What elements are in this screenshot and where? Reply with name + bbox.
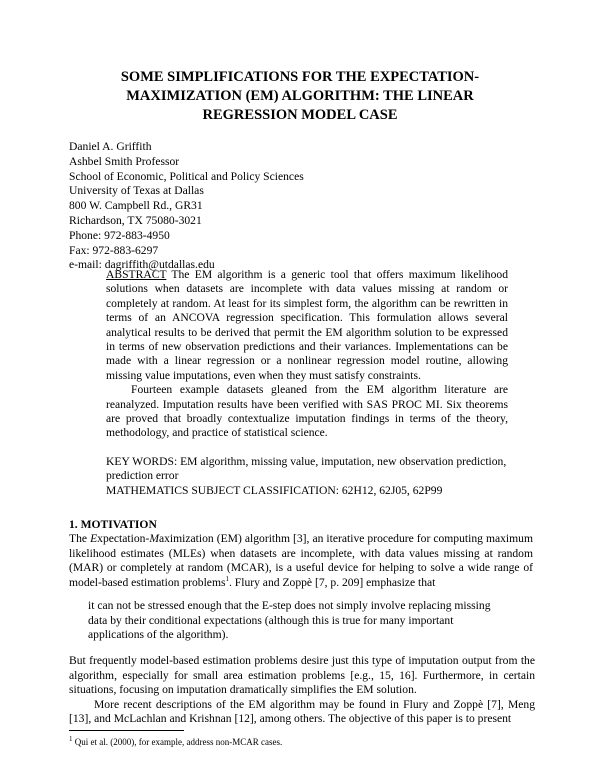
author-school: School of Economic, Political and Policy Sciences [69, 169, 304, 183]
author-name: Daniel A. Griffith [69, 140, 152, 153]
abstract-label: ABSTRACT [106, 268, 167, 281]
author-block [69, 140, 304, 273]
motivation-paragraph-1 [69, 532, 533, 590]
abstract-paragraph-1 [106, 268, 508, 383]
abstract-paragraph-2: Fourteen example datasets gleaned from the EM algorithm literature are reanalyzed. Imputation results have been verified with SAS PROC MI. Six theorems are proved that broadly contextualize imputation findings in terms of the theory, methodology, and practice of statistical science. [106, 383, 508, 440]
footnote-text: Qui et al. (2000), for example, address non-MCAR cases. [72, 737, 283, 747]
text-run: . Flury and Zoppè [7, p. 209] emphasize that [228, 575, 436, 589]
text-run: The [69, 532, 91, 545]
abstract-text-1: The EM algorithm is a generic tool that offers maximum likelihood solutions when datasets are incomplete with data values missing at random or completely at random. At least for its simplest form, the algorithm can be rewritten in terms of an ANCOVA regression specification. This formulation allows several analytical results to be derived that permit the EM algorithm solution to be expressed in terms of new observation predictions and their variances. Implementations can be made with a linear regression or a nonlinear regression model routine, allowing missing value imputations, even when they must satisfy constraints. [106, 268, 508, 382]
footnote-ref: 1 [225, 574, 229, 583]
footnote-marker: 1 [69, 735, 73, 743]
author-fax: Fax: 972-883-6297 [69, 243, 159, 257]
author-position: Ashbel Smith Professor [69, 154, 180, 168]
emphasis-m: M [149, 532, 159, 545]
msc-classification: MATHEMATICS SUBJECT CLASSIFICATION: 62H12, 62J05, 62P99 [106, 483, 443, 497]
author-city: Richardson, TX 75080-3021 [69, 213, 202, 227]
paragraph-2-text: But frequently model-based estimation problems desire just this type of imputation output from the algorithm, especially for small area estimation problems [e.g., 15, 16]. Furthermore, in certain situations, focusing on imputation dramatically simplifies the EM solution. [69, 654, 535, 697]
footnote [69, 737, 282, 747]
text-run: aximization (EM) algorithm [3], an iterative procedure for computing maximum likelihood estimates (MLEs) when datasets are incomplete, with data values missing at random (MAR) or completely at random (MCAR), is a useful device for helping to solve a wide range of model-based estimation problems [69, 532, 533, 589]
section-heading: 1. MOTIVATION [69, 518, 157, 531]
author-street: 800 W. Campbell Rd., GR31 [69, 199, 203, 213]
motivation-paragraph-2 [69, 654, 535, 727]
paper-title: SOME SIMPLIFICATIONS FOR THE EXPECTATION-MAXIMIZATION (EM) ALGORITHM: THE LINEAR REGRESSION MODEL CASE [120, 69, 480, 123]
emphasis-e: E [90, 532, 98, 545]
author-email: e-mail: dagriffith@utdallas.edu [69, 258, 215, 272]
block-quote: it can not be stressed enough that the E-step does not simply involve replacing missing data by their conditional expectations (although this is true for many important applications of the algorithm). [88, 599, 491, 641]
author-phone: Phone: 972-883-4950 [69, 228, 170, 242]
footnote-rule [69, 730, 184, 731]
paragraph-3-text: More recent descriptions of the EM algorithm may be found in Flury and Zoppè [7], Meng [13], and McLachlan and Krishnan [12], among others. The objective of this paper is to present [69, 697, 535, 726]
keywords: KEY WORDS: EM algorithm, missing value, imputation, new observation prediction, prediction error [106, 454, 507, 483]
author-university: University of Texas at Dallas [69, 184, 204, 198]
text-run: xpectation- [97, 532, 150, 545]
abstract [106, 268, 508, 498]
